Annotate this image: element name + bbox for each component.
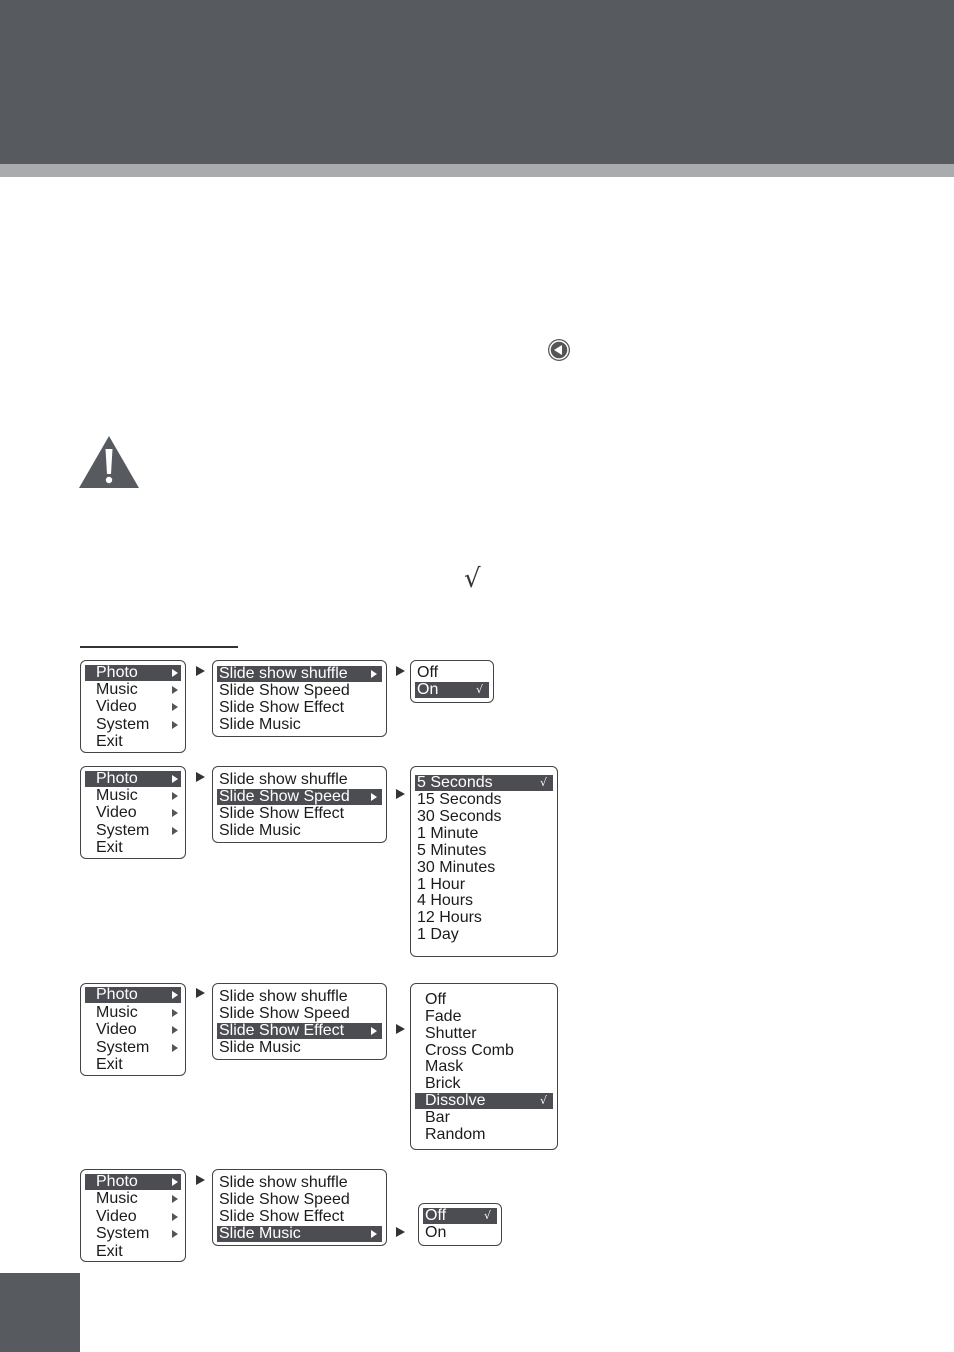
main-menu-box bbox=[80, 1169, 186, 1262]
checkmark-icon: √ bbox=[539, 1094, 547, 1107]
photo-menu-item-shuffle[interactable]: Slide show shuffle bbox=[219, 771, 348, 788]
submenu-arrow-icon bbox=[172, 1044, 178, 1052]
main-menu-item-video[interactable]: Video bbox=[85, 1209, 181, 1225]
section-divider bbox=[80, 646, 238, 648]
submenu-arrow-icon bbox=[172, 775, 178, 783]
flow-arrow-icon bbox=[196, 988, 205, 998]
music-option-on[interactable]: On bbox=[425, 1224, 447, 1241]
main-menu-item-video[interactable]: Video bbox=[85, 1022, 181, 1038]
music-option-off[interactable]: Off √ bbox=[423, 1208, 497, 1224]
photo-menu-item-shuffle[interactable]: Slide show shuffle bbox=[217, 666, 382, 682]
main-menu-item-video[interactable]: Video bbox=[85, 805, 181, 821]
photo-menu-item-shuffle[interactable]: Slide show shuffle bbox=[219, 988, 348, 1005]
warning-triangle-icon bbox=[79, 436, 139, 488]
speed-option[interactable]: 30 Minutes bbox=[417, 859, 496, 876]
photo-menu-item-speed[interactable]: Slide Show Speed bbox=[219, 1005, 350, 1022]
page-corner-tab bbox=[0, 1273, 80, 1352]
flow-arrow-icon bbox=[396, 1024, 405, 1034]
photo-menu-item-speed[interactable]: Slide Show Speed bbox=[219, 682, 350, 699]
photo-menu-box bbox=[212, 660, 387, 737]
main-menu-item-music[interactable]: Music bbox=[85, 1191, 181, 1207]
speed-option[interactable]: 5 Seconds √ bbox=[415, 775, 553, 791]
shuffle-option-off[interactable]: Off bbox=[417, 664, 439, 681]
main-menu-item-photo[interactable]: Photo bbox=[85, 987, 181, 1003]
submenu-arrow-icon bbox=[371, 670, 377, 678]
photo-menu-item-music[interactable]: Slide Music bbox=[217, 1226, 382, 1242]
main-menu-item-exit[interactable]: Exit bbox=[96, 1243, 123, 1260]
submenu-arrow-icon bbox=[172, 1195, 178, 1203]
photo-menu-item-effect[interactable]: Slide Show Effect bbox=[219, 699, 345, 716]
photo-menu-item-effect[interactable]: Slide Show Effect bbox=[217, 1023, 382, 1039]
main-menu-item-exit[interactable]: Exit bbox=[96, 839, 123, 856]
photo-menu-item-music[interactable]: Slide Music bbox=[219, 1039, 301, 1056]
main-menu-item-system[interactable]: System bbox=[85, 1040, 181, 1056]
submenu-arrow-icon bbox=[172, 721, 178, 729]
flow-arrow-icon bbox=[396, 789, 405, 799]
main-menu-item-system[interactable]: System bbox=[85, 823, 181, 839]
main-menu-item-photo[interactable]: Photo bbox=[85, 665, 181, 681]
shuffle-option-on[interactable]: On √ bbox=[415, 682, 489, 698]
main-menu-item-exit[interactable]: Exit bbox=[96, 1056, 123, 1073]
speed-option[interactable]: 30 Seconds bbox=[417, 808, 502, 825]
speed-option[interactable]: 15 Seconds bbox=[417, 791, 502, 808]
submenu-arrow-icon bbox=[172, 1178, 178, 1186]
effect-option[interactable]: Bar bbox=[425, 1109, 450, 1126]
speed-option[interactable]: 4 Hours bbox=[417, 892, 474, 909]
checkmark-icon: √ bbox=[539, 776, 547, 789]
photo-menu-item-speed[interactable]: Slide Show Speed bbox=[219, 1191, 350, 1208]
flow-arrow-icon bbox=[196, 1175, 205, 1185]
submenu-arrow-icon bbox=[172, 1213, 178, 1221]
submenu-arrow-icon bbox=[172, 991, 178, 999]
main-menu-box bbox=[80, 983, 186, 1076]
photo-menu-item-shuffle[interactable]: Slide show shuffle bbox=[219, 1174, 348, 1191]
flow-arrow-icon bbox=[396, 1227, 405, 1237]
main-menu-box bbox=[80, 660, 186, 753]
main-menu-item-system[interactable]: System bbox=[85, 1226, 181, 1242]
checkmark-icon: √ bbox=[483, 1209, 491, 1222]
main-menu-item-system[interactable]: System bbox=[85, 717, 181, 733]
flow-arrow-icon bbox=[396, 666, 405, 676]
flow-arrow-icon bbox=[196, 772, 205, 782]
flow-arrow-icon bbox=[196, 666, 205, 676]
submenu-arrow-icon bbox=[172, 1009, 178, 1017]
submenu-arrow-icon bbox=[172, 827, 178, 835]
speed-option[interactable]: 1 Hour bbox=[417, 876, 466, 893]
checkmark-icon: √ bbox=[464, 564, 481, 594]
submenu-arrow-icon bbox=[172, 792, 178, 800]
shuffle-options-box bbox=[410, 660, 494, 703]
submenu-arrow-icon bbox=[172, 809, 178, 817]
effect-option[interactable]: Random bbox=[425, 1126, 486, 1143]
submenu-arrow-icon bbox=[371, 1230, 377, 1238]
speed-option[interactable]: 12 Hours bbox=[417, 909, 482, 926]
effect-option[interactable]: Mask bbox=[425, 1058, 464, 1075]
effect-option[interactable]: Brick bbox=[425, 1075, 461, 1092]
music-options-box bbox=[418, 1203, 502, 1246]
effect-option[interactable]: Off bbox=[425, 991, 447, 1008]
page-header-band bbox=[0, 0, 954, 164]
main-menu-item-music[interactable]: Music bbox=[85, 1005, 181, 1021]
photo-menu-box bbox=[212, 983, 387, 1060]
main-menu-item-video[interactable]: Video bbox=[85, 699, 181, 715]
photo-menu-box bbox=[212, 1169, 387, 1246]
photo-menu-item-speed[interactable]: Slide Show Speed bbox=[217, 789, 382, 805]
effect-options-box bbox=[410, 983, 558, 1150]
submenu-arrow-icon bbox=[371, 1027, 377, 1035]
submenu-arrow-icon bbox=[371, 793, 377, 801]
speed-option[interactable]: 1 Minute bbox=[417, 825, 479, 842]
main-menu-item-exit[interactable]: Exit bbox=[96, 733, 123, 750]
speed-options-box bbox=[410, 766, 558, 957]
submenu-arrow-icon bbox=[172, 703, 178, 711]
speed-option[interactable]: 5 Minutes bbox=[417, 842, 487, 859]
submenu-arrow-icon bbox=[172, 1230, 178, 1238]
main-menu-item-photo[interactable]: Photo bbox=[85, 1174, 181, 1190]
effect-option-selected[interactable]: Dissolve √ bbox=[415, 1093, 553, 1109]
effect-option[interactable]: Fade bbox=[425, 1008, 462, 1025]
effect-option[interactable]: Cross Comb bbox=[425, 1042, 514, 1059]
main-menu-item-music[interactable]: Music bbox=[85, 788, 181, 804]
effect-option[interactable]: Shutter bbox=[425, 1025, 477, 1042]
header-stripe bbox=[0, 164, 954, 177]
checkmark-icon: √ bbox=[475, 683, 483, 696]
speed-option[interactable]: 1 Day bbox=[417, 926, 459, 943]
photo-menu-item-music[interactable]: Slide Music bbox=[219, 822, 301, 839]
main-menu-item-music[interactable]: Music bbox=[85, 682, 181, 698]
photo-menu-item-effect[interactable]: Slide Show Effect bbox=[219, 805, 345, 822]
photo-menu-item-music[interactable]: Slide Music bbox=[219, 716, 301, 733]
submenu-arrow-icon bbox=[172, 686, 178, 694]
left-arrow-circle-icon bbox=[547, 338, 571, 362]
main-menu-box bbox=[80, 766, 186, 859]
photo-menu-item-effect[interactable]: Slide Show Effect bbox=[219, 1208, 345, 1225]
photo-menu-box bbox=[212, 766, 387, 843]
main-menu-item-photo[interactable]: Photo bbox=[85, 771, 181, 787]
submenu-arrow-icon bbox=[172, 1026, 178, 1034]
submenu-arrow-icon bbox=[172, 669, 178, 677]
